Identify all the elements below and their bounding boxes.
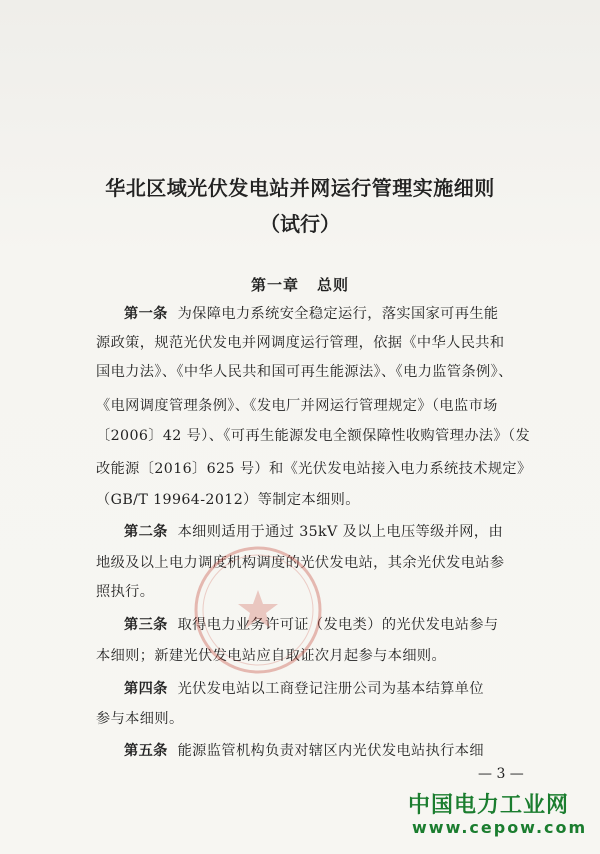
official-seal-icon: [188, 540, 328, 680]
article-line: 地级及以上电力调度机构调度的光伏发电站，其余光伏发电站参: [96, 555, 505, 571]
chapter-name: 总则: [317, 276, 350, 294]
article-2-first-line: [124, 521, 594, 541]
article-text: 能源监管机构负责对辖区内光伏发电站执行本细: [177, 743, 484, 759]
article-label: 第五条: [124, 743, 168, 759]
article-4-first-line: [124, 678, 594, 698]
article-text: 为保障电力系统安全稳定运行，落实国家可再生能: [177, 306, 499, 322]
article-text: 本细则适用于通过 35kV 及以上电压等级并网，由: [177, 524, 504, 540]
document-title: 华北区域光伏发电站并网运行管理实施细则: [105, 176, 495, 200]
article-line: 《电网调度管理条例》、《发电厂并网运行管理规定》（电监市场: [96, 398, 498, 414]
article-label: 第二条: [124, 524, 168, 540]
article-label: 第三条: [124, 617, 168, 633]
article-text: 光伏发电站以工商登记注册公司为基本结算单位: [177, 681, 484, 697]
article-line: 〔2006〕42 号）、《可再生能源发电全额保障性收购管理办法》（发: [96, 428, 531, 444]
article-line: 改能源〔2016〕625 号）和《光伏发电站接入电力系统技术规定》: [96, 461, 532, 477]
watermark-site-name: 中国电力工业网: [408, 793, 570, 818]
article-line: 源政策，规范光伏发电并网调度运行管理，依据《中华人民共和: [96, 335, 505, 351]
article-label: 第四条: [124, 681, 168, 697]
article-line: （GB/T 19964-2012）等制定本细则。: [96, 492, 360, 508]
article-label: 第一条: [124, 306, 168, 322]
chapter-heading: [0, 274, 600, 295]
page-number: — 3 —: [478, 766, 524, 782]
chapter-number: 第一章: [250, 276, 299, 294]
article-line: 参与本细则。: [96, 711, 184, 727]
article-1-first-line: [124, 303, 594, 323]
document-subtitle: （试行）: [260, 212, 340, 236]
article-line: 国电力法》、《中华人民共和国可再生能源法》、《电力监管条例》、: [96, 364, 513, 380]
article-line: 照执行。: [96, 584, 155, 600]
watermark-url: www.cepow.com: [412, 818, 588, 837]
article-5-first-line: [124, 740, 594, 760]
article-line: 本细则；新建光伏发电站应自取证次月起参与本细则。: [96, 648, 447, 664]
article-text: 取得电力业务许可证（发电类）的光伏发电站参与: [177, 617, 499, 633]
